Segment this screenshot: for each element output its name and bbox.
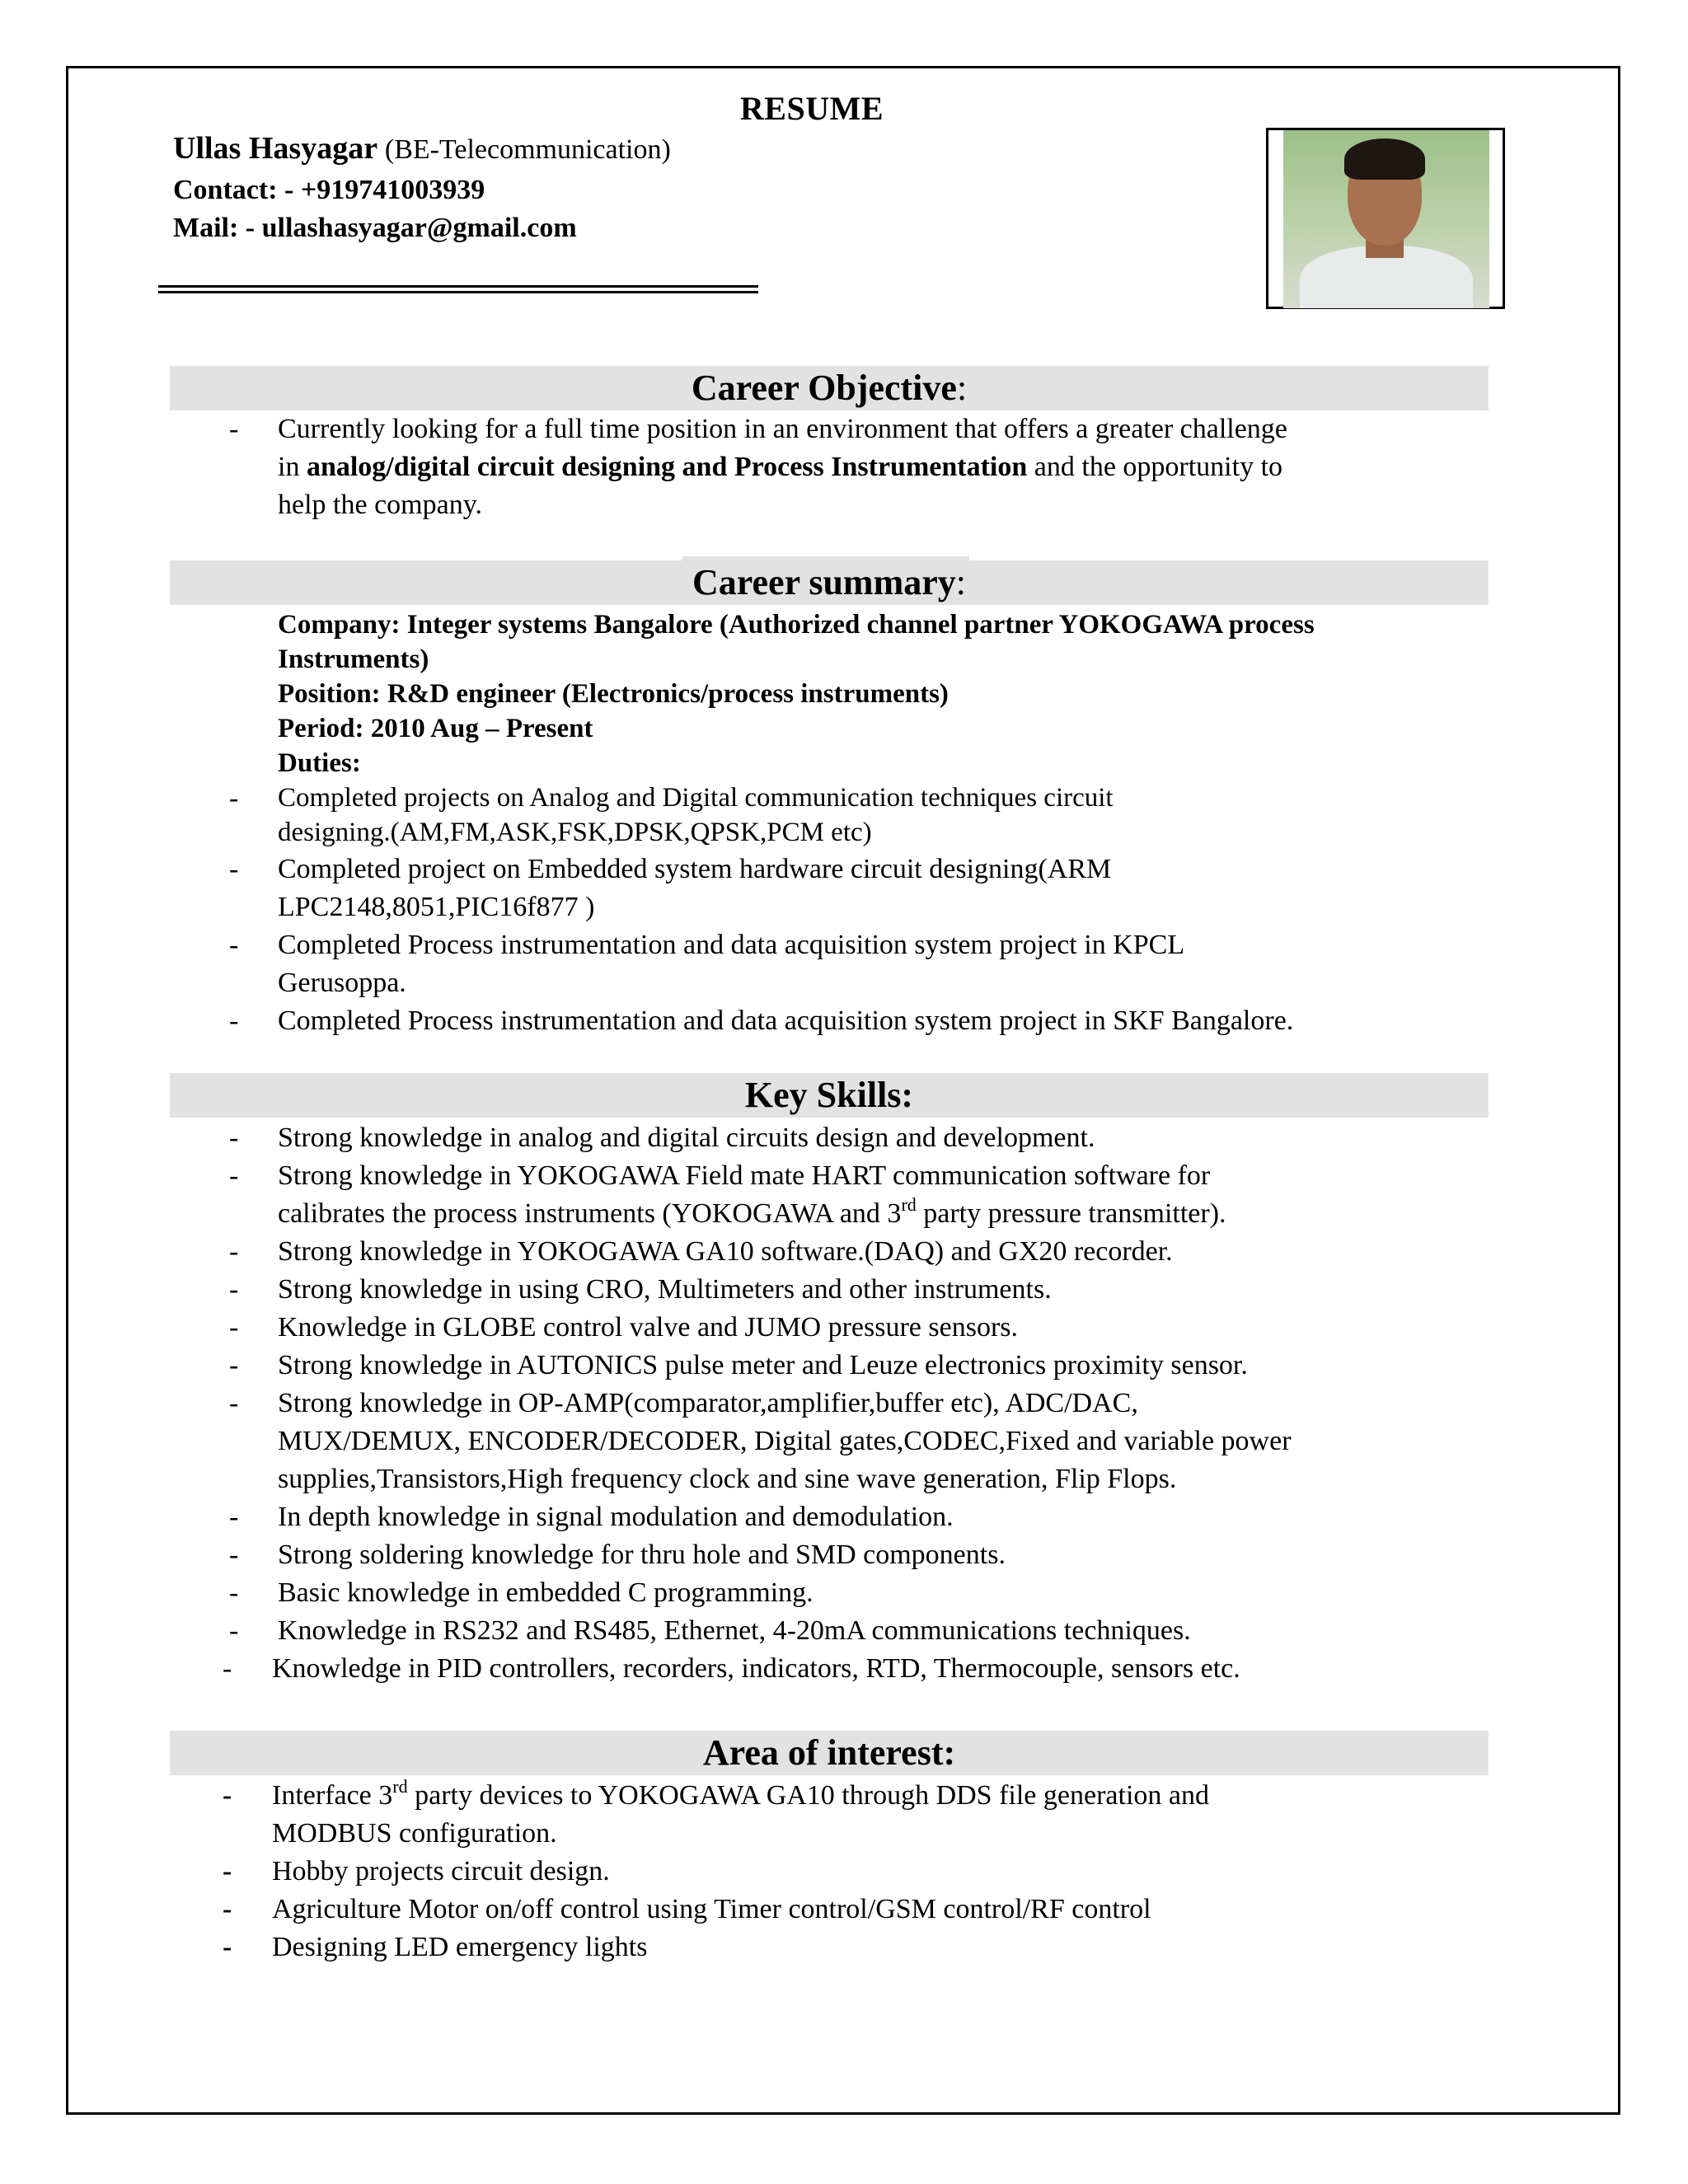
profile-photo	[1283, 130, 1489, 308]
skill-1: Strong knowledge in analog and digital circuits design and development.	[278, 1122, 1095, 1153]
section-heading-skills: Key Skills:	[170, 1073, 1489, 1118]
skill-7-line-2: MUX/DEMUX, ENCODER/DECODER, Digital gates,CODEC,Fixed and variable power	[278, 1426, 1292, 1456]
bullet: -	[229, 783, 239, 813]
summary-duties-label: Duties:	[278, 748, 361, 778]
bullet: -	[229, 414, 239, 444]
objective-line-2: in analog/digital circuit designing and Process Instrumentation and the opportunity to	[278, 452, 1283, 482]
bullet: -	[223, 1894, 232, 1924]
bullet: -	[223, 1856, 232, 1886]
skill-5: Knowledge in GLOBE control valve and JUMO pressure sensors.	[278, 1312, 1018, 1343]
bullet: -	[229, 1350, 239, 1380]
section-heading-interest: Area of interest:	[170, 1731, 1489, 1775]
bullet: -	[229, 1005, 239, 1036]
bullet: -	[223, 1780, 232, 1811]
bullet: -	[229, 1502, 239, 1532]
summary-company-line-1: Company: Integer systems Bangalore (Authorized channel partner YOKOGAWA process	[278, 610, 1315, 640]
skill-4: Strong knowledge in using CRO, Multimeters and other instruments.	[278, 1274, 1052, 1305]
skill-12: Knowledge in PID controllers, recorders, indicators, RTD, Thermocouple, sensors etc.	[272, 1653, 1240, 1684]
section-heading-summary: Career summary:	[170, 560, 1489, 605]
skill-7-line-3: supplies,Transistors,High frequency clock and sine wave generation, Flip Flops.	[278, 1464, 1177, 1494]
bullet: -	[229, 1577, 239, 1608]
objective-line-1: Currently looking for a full time position in an environment that offers a greater challenge	[278, 414, 1287, 444]
skill-8: In depth knowledge in signal modulation and demodulation.	[278, 1502, 954, 1532]
interest-4: Designing LED emergency lights	[272, 1932, 648, 1962]
photo-frame	[1266, 128, 1505, 309]
duty-2-line-1: Completed project on Embedded system hardware circuit designing(ARM	[278, 854, 1112, 884]
bullet: -	[229, 930, 239, 960]
contact-phone: Contact: - +919741003939	[173, 175, 485, 205]
bullet: -	[229, 1540, 239, 1570]
name-line	[173, 130, 671, 166]
bullet: -	[229, 1122, 239, 1153]
bullet: -	[229, 1615, 239, 1646]
summary-period: Period: 2010 Aug – Present	[278, 714, 593, 743]
duty-3-line-2: Gerusoppa.	[278, 968, 406, 998]
skill-7-line-1: Strong knowledge in OP-AMP(comparator,amplifier,buffer etc), ADC/DAC,	[278, 1388, 1138, 1418]
bullet: -	[223, 1653, 232, 1684]
interest-1-line-2: MODBUS configuration.	[272, 1818, 557, 1849]
duty-4: Completed Process instrumentation and data acquisition system project in SKF Bangalore.	[278, 1005, 1294, 1036]
bullet: -	[229, 1160, 239, 1191]
skill-3: Strong knowledge in YOKOGAWA GA10 software.(DAQ) and GX20 recorder.	[278, 1236, 1173, 1267]
objective-line-3: help the company.	[278, 490, 482, 520]
interest-1-line-1: Interface 3rd party devices to YOKOGAWA GA10 through DDS file generation and	[272, 1776, 1209, 1811]
skill-9: Strong soldering knowledge for thru hole and SMD components.	[278, 1540, 1006, 1570]
skill-10: Basic knowledge in embedded C programming.	[278, 1577, 814, 1608]
skill-6: Strong knowledge in AUTONICS pulse meter and Leuze electronics proximity sensor.	[278, 1350, 1248, 1380]
summary-company-line-2: Instruments)	[278, 644, 429, 674]
duty-1-line-1: Completed projects on Analog and Digital communication techniques circuit	[278, 783, 1114, 813]
skill-11: Knowledge in RS232 and RS485, Ethernet, 4-20mA communications techniques.	[278, 1615, 1191, 1646]
candidate-name: Ullas Hasyagar	[173, 131, 377, 166]
duty-3-line-1: Completed Process instrumentation and data acquisition system project in KPCL	[278, 930, 1185, 960]
skill-2-line-1: Strong knowledge in YOKOGAWA Field mate HART communication software for	[278, 1160, 1211, 1191]
bullet: -	[229, 1236, 239, 1267]
skill-2-line-2: calibrates the process instruments (YOKOGAWA and 3rd party pressure transmitter).	[278, 1194, 1226, 1229]
duty-1-line-2: designing.(AM,FM,ASK,FSK,DPSK,QPSK,PCM etc)	[278, 818, 872, 847]
bullet: -	[229, 1388, 239, 1418]
bullet: -	[223, 1932, 232, 1962]
bullet: -	[229, 1274, 239, 1305]
header-divider	[158, 285, 758, 293]
summary-position: Position: R&D engineer (Electronics/process instruments)	[278, 679, 949, 709]
bullet: -	[229, 854, 239, 884]
interest-3: Agriculture Motor on/off control using Timer control/GSM control/RF control	[272, 1894, 1151, 1924]
interest-2: Hobby projects circuit design.	[272, 1856, 610, 1886]
resume-title: RESUME	[739, 90, 884, 127]
contact-email: Mail: - ullashasyagar@gmail.com	[173, 213, 577, 243]
bullet: -	[229, 1312, 239, 1343]
candidate-degree: (BE-Telecommunication)	[384, 134, 671, 165]
duty-2-line-2: LPC2148,8051,PIC16f877 )	[278, 892, 595, 922]
section-heading-objective: Career Objective:	[170, 366, 1489, 410]
